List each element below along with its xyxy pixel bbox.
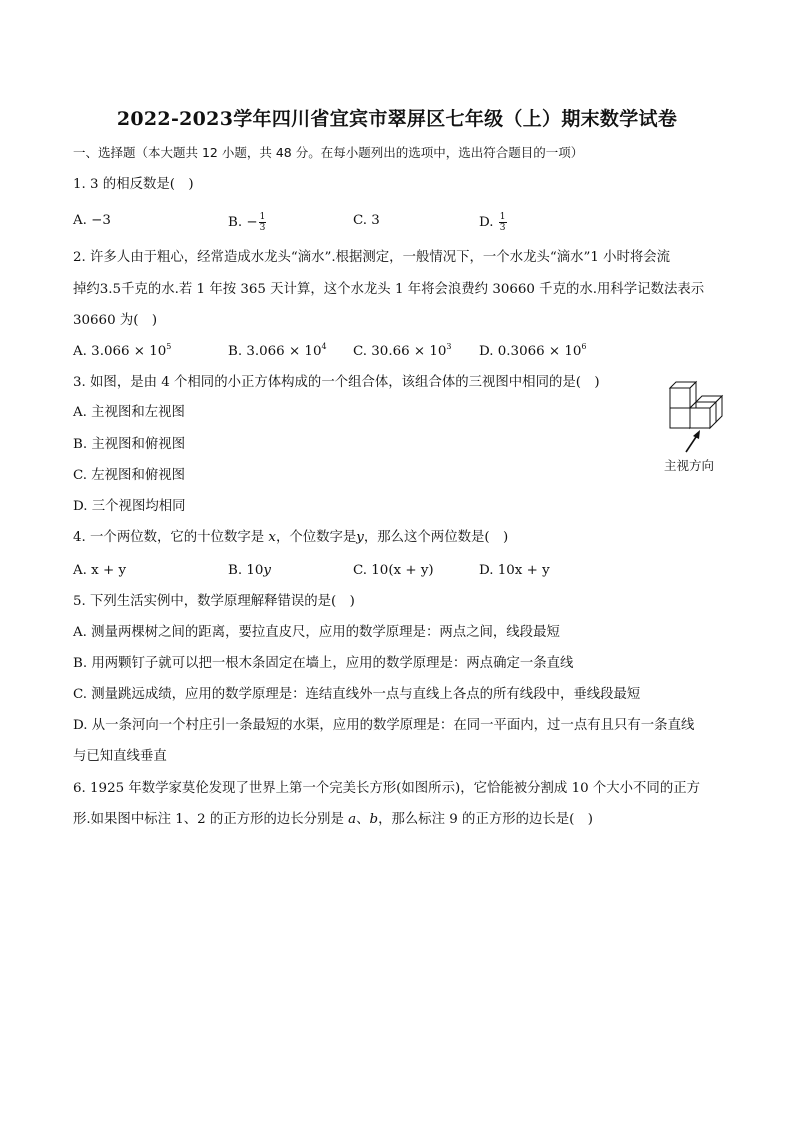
q1-option-d-prefix: D.	[479, 215, 498, 230]
section-header: 一、选择题（本大题共 12 小题，共 48 分。在每小题列出的选项中，选出符合题目的一项）	[73, 145, 584, 160]
arrow-head-icon	[693, 430, 700, 439]
question-2-line-2: 掉约3.5千克的水.若 1 年按 365 天计算，这个水龙头 1 年将会浪费约 30660 千克的水.用科学记数法表示	[73, 282, 705, 297]
q2-option-b	[228, 343, 327, 361]
q3-option-a: A. 主视图和左视图	[73, 405, 185, 420]
q1-option-a: A. −3	[73, 213, 111, 228]
q6-line-2-post: ，那么标注 9 的正方形的边长是( )	[378, 812, 594, 827]
q4-stem-post: ，那么这个两位数是( )	[363, 530, 509, 545]
question-5-stem: 5. 下列生活实例中，数学原理解释错误的是( )	[73, 594, 355, 609]
q1-option-c: C. 3	[353, 213, 380, 228]
q2-option-a-base: A. 3.066 × 10	[73, 344, 167, 359]
q3-option-b: B. 主视图和俯视图	[73, 437, 186, 452]
page-title: 2022-2023学年四川省宜宾市翠屏区七年级（上）期末数学试卷	[116, 108, 678, 130]
q4-option-b-prefix: B. 10	[228, 563, 264, 578]
q4-variable-y: y	[356, 530, 364, 545]
q2-option-d	[479, 343, 587, 361]
q4-option-c: C. 10(x + y)	[353, 563, 434, 578]
question-2-line-3: 30660 为( )	[73, 313, 158, 328]
q4-stem-mid: ，个位数字是	[275, 530, 357, 545]
q2-option-a-exponent: 5	[166, 342, 172, 351]
q1-option-b-fraction	[259, 212, 267, 233]
question-6-line-2	[73, 811, 593, 829]
q4-variable-x: x	[268, 530, 276, 545]
fraction-numerator: 1	[499, 212, 506, 222]
q1-option-b	[228, 212, 266, 233]
fraction-denominator: 3	[259, 223, 266, 233]
q6-line-2-pre: 形.如果图中标注 1、2 的正方形的边长分别是	[73, 812, 349, 827]
q4-option-d: D. 10x + y	[479, 563, 550, 578]
cube-front-face	[670, 388, 690, 408]
q4-option-b	[228, 562, 271, 580]
q2-option-d-exponent: 6	[581, 342, 587, 351]
fraction-denominator: 3	[499, 223, 506, 233]
q1-option-d	[479, 212, 507, 233]
q6-variable-b: b	[369, 812, 379, 827]
q5-option-c: C. 测量跳远成绩，应用的数学原理是：连结直线外一点与直线上各点的所有线段中，垂线段最短	[73, 687, 641, 702]
question-2-line-1: 2. 许多人由于粗心，经常造成水龙头“滴水”.根据测定，一般情况下，一个水龙头“滴水”1 小时将会流	[73, 250, 671, 265]
q5-option-b: B. 用两颗钉子就可以把一根木条固定在墙上，应用的数学原理是：两点确定一条直线	[73, 656, 574, 671]
question-1-stem: 1. 3 的相反数是( )	[73, 177, 194, 192]
cube-front-face	[690, 408, 710, 428]
question-6-line-1: 6. 1925 年数学家莫伦发现了世界上第一个完美长方形(如图所示)，它恰能被分割成 10 个大小不同的正方	[73, 781, 700, 796]
q2-option-c-base: C. 30.66 × 10	[353, 344, 447, 359]
q2-option-a	[73, 343, 171, 361]
q1-option-d-fraction	[499, 212, 507, 233]
q5-option-a: A. 测量两棵树之间的距离，要拉直皮尺，应用的数学原理是：两点之间，线段最短	[73, 625, 560, 640]
q4-option-a: A. x + y	[73, 563, 127, 578]
q6-separator: 、	[356, 812, 370, 827]
q4-option-b-variable: y	[263, 563, 271, 578]
q3-option-d: D. 三个视图均相同	[73, 499, 186, 514]
question-4-stem	[73, 529, 508, 547]
q6-variable-a: a	[348, 812, 357, 827]
q1-option-b-prefix: B. −	[228, 215, 258, 230]
q5-option-d-line-1: D. 从一条河向一个村庄引一条最短的水渠，应用的数学原理是：在同一平面内，过一点有且只有一条直线	[73, 718, 695, 733]
question-3-stem: 3. 如图，是由 4 个相同的小正方体构成的一个组合体，该组合体的三视图中相同的是( )	[73, 375, 600, 390]
q2-option-c	[353, 343, 451, 361]
fraction-numerator: 1	[259, 212, 266, 222]
q2-option-b-exponent: 4	[321, 342, 327, 351]
q2-option-c-exponent: 3	[446, 342, 452, 351]
q4-stem-pre: 4. 一个两位数，它的十位数字是	[73, 530, 269, 545]
cube-front-face	[670, 408, 690, 428]
q2-option-d-base: D. 0.3066 × 10	[479, 344, 582, 359]
q2-option-b-base: B. 3.066 × 10	[228, 344, 322, 359]
figure-label: 主视方向	[664, 458, 715, 473]
q5-option-d-line-2: 与已知直线垂直	[73, 749, 167, 764]
q3-option-c: C. 左视图和俯视图	[73, 468, 186, 483]
